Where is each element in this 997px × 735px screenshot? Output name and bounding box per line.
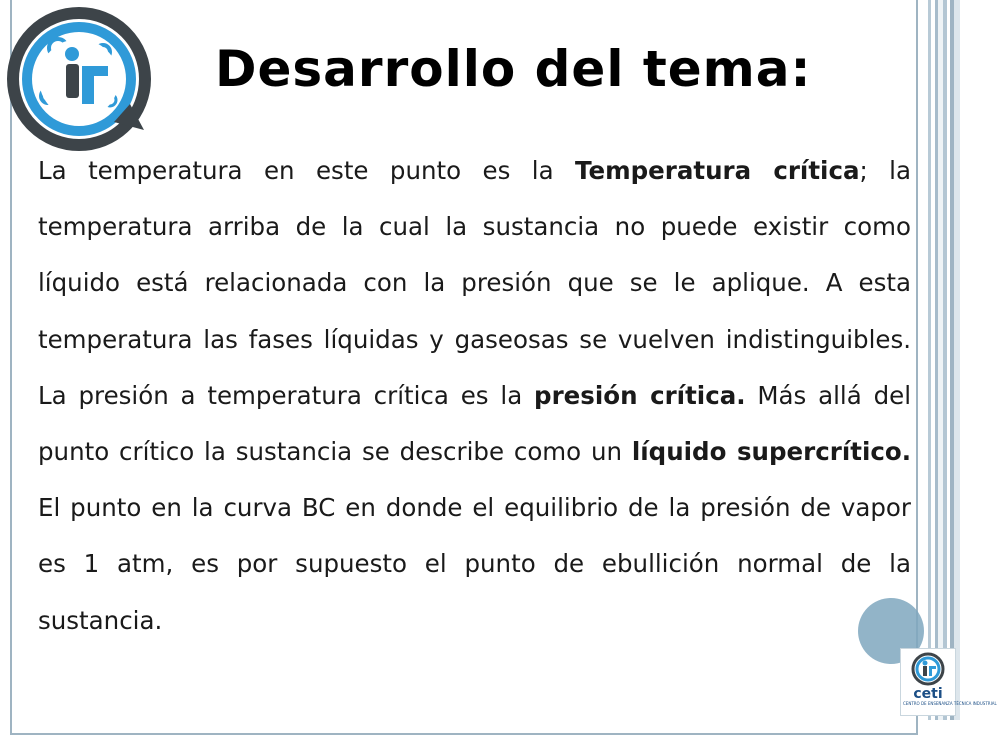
paragraph-text-3: Más allá del punto crítico la sustancia se describe como un — [38, 380, 912, 467]
slide-title: Desarrollo del tema: — [215, 40, 812, 98]
ceti-badge-icon — [909, 652, 947, 686]
term-critical-pressure: presión crítica. — [534, 380, 746, 410]
term-supercritical-liquid: líquido supercrítico. — [631, 437, 911, 467]
ceti-badge-logo — [900, 648, 997, 716]
ceti-badge-fine-print: CENTRO DE ENSEÑANZA TÉCNICA INDUSTRIAL — [903, 701, 997, 706]
body-paragraph — [38, 143, 911, 649]
ceti-badge-word: ceti — [913, 686, 943, 702]
ceti-logo-icon — [4, 4, 154, 154]
paragraph-text-4: El punto en la curva BC en donde el equilibrio de la presión de vapor es 1 atm, es por supuesto el punto de ebullición normal de la sustancia. — [38, 493, 911, 635]
paragraph-text-1: La temperatura en este punto es la — [38, 156, 576, 185]
decorative-stripes — [926, 0, 960, 720]
term-critical-temperature: Temperatura crítica — [575, 156, 860, 185]
paragraph-text-2: ; la temperatura arriba de la cual la sustancia no puede existir como líquido está relacionada con la presión que se le aplique. A esta temperatura las fases líquidas y gaseosas se vuelven indistinguibles. La presión a temperatura crítica es la — [38, 156, 911, 410]
